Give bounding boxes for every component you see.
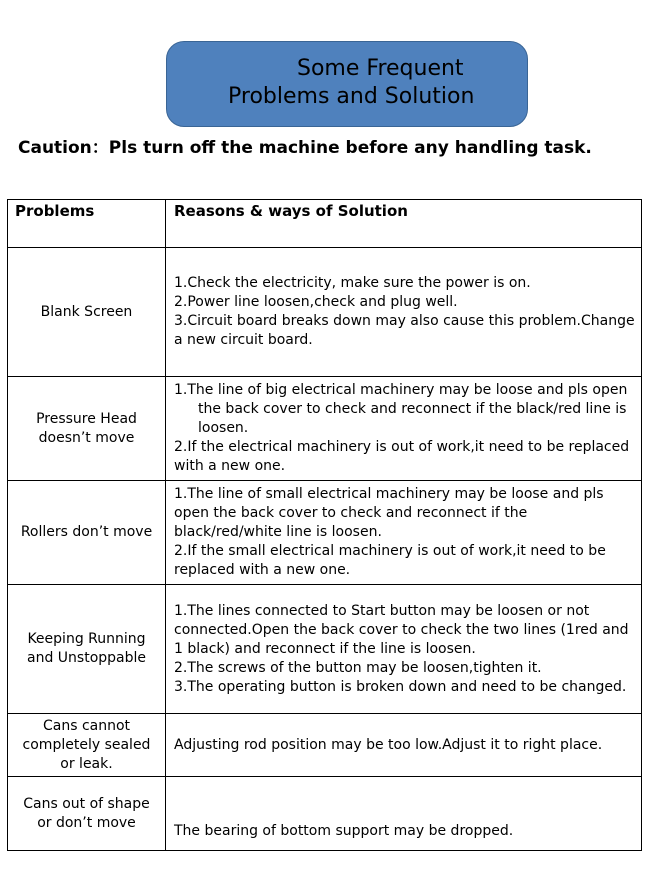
header-solution: Reasons & ways of Solution — [166, 200, 642, 248]
table-row — [8, 777, 642, 851]
caution-note: Caution：Pls turn off the machine before any handling task. — [18, 138, 592, 158]
table-row — [8, 714, 642, 777]
solution-line: 1.The line of big electrical machinery may be loose and pls open — [174, 382, 628, 398]
solution-line: 2.Power line loosen,check and plug well. — [174, 294, 458, 310]
solution-line: the back cover to check and reconnect if the black/red line is loosen. — [198, 401, 627, 436]
solution-line: 1.The line of small electrical machinery may be loose and pls open the back cover to check and reconnect if the black/red/white line is loosen. — [174, 486, 604, 540]
table-row — [8, 377, 642, 481]
title-line-1: Some Frequent — [297, 56, 464, 81]
table-header-row — [8, 200, 642, 248]
solution-cell — [166, 714, 642, 777]
solution-line: 1.The lines connected to Start button may be loosen or not connected.Open the back cover to check the two lines (1red and 1 black) and reconnect if the line is loosen. — [174, 602, 629, 657]
solution-line: 2.If the electrical machinery is out of work,it need to be replaced with a new one. — [174, 439, 630, 474]
problem-cell: Blank Screen — [8, 248, 166, 377]
solution-cell — [166, 777, 642, 851]
solution-line: 3.Circuit board breaks down may also cause this problem.Change a new circuit board. — [174, 313, 635, 348]
solution-cell — [166, 585, 642, 714]
problem-cell: Rollers don’t move — [8, 481, 166, 585]
solution-line: 1.Check the electricity, make sure the power is on. — [174, 275, 531, 291]
solution-cell — [166, 481, 642, 585]
solution-cell — [166, 248, 642, 377]
solution-line: 2.The screws of the button may be loosen,tighten it. — [174, 659, 542, 676]
problem-cell: Cans cannot completely sealed or leak. — [8, 714, 166, 777]
problem-cell: Cans out of shape or don’t move — [8, 777, 166, 851]
title-banner — [166, 41, 528, 127]
solution-line: The bearing of bottom support may be dropped. — [174, 823, 514, 839]
table-row — [8, 481, 642, 585]
solution-line: 3.The operating button is broken down and need to be changed. — [174, 678, 627, 695]
table-row — [8, 585, 642, 714]
problem-cell: Keeping Running and Unstoppable — [8, 585, 166, 714]
header-problems: Problems — [8, 200, 166, 248]
table-row — [8, 248, 642, 377]
solution-line: Adjusting rod position may be too low.Adjust it to right place. — [174, 736, 603, 753]
title-line-2: Problems and Solution — [228, 84, 475, 109]
problem-cell: Pressure Head doesn’t move — [8, 377, 166, 481]
solution-line: 2.If the small electrical machinery is out of work,it need to be replaced with a new one. — [174, 543, 606, 578]
troubleshooting-table — [7, 199, 642, 851]
solution-cell — [166, 377, 642, 481]
